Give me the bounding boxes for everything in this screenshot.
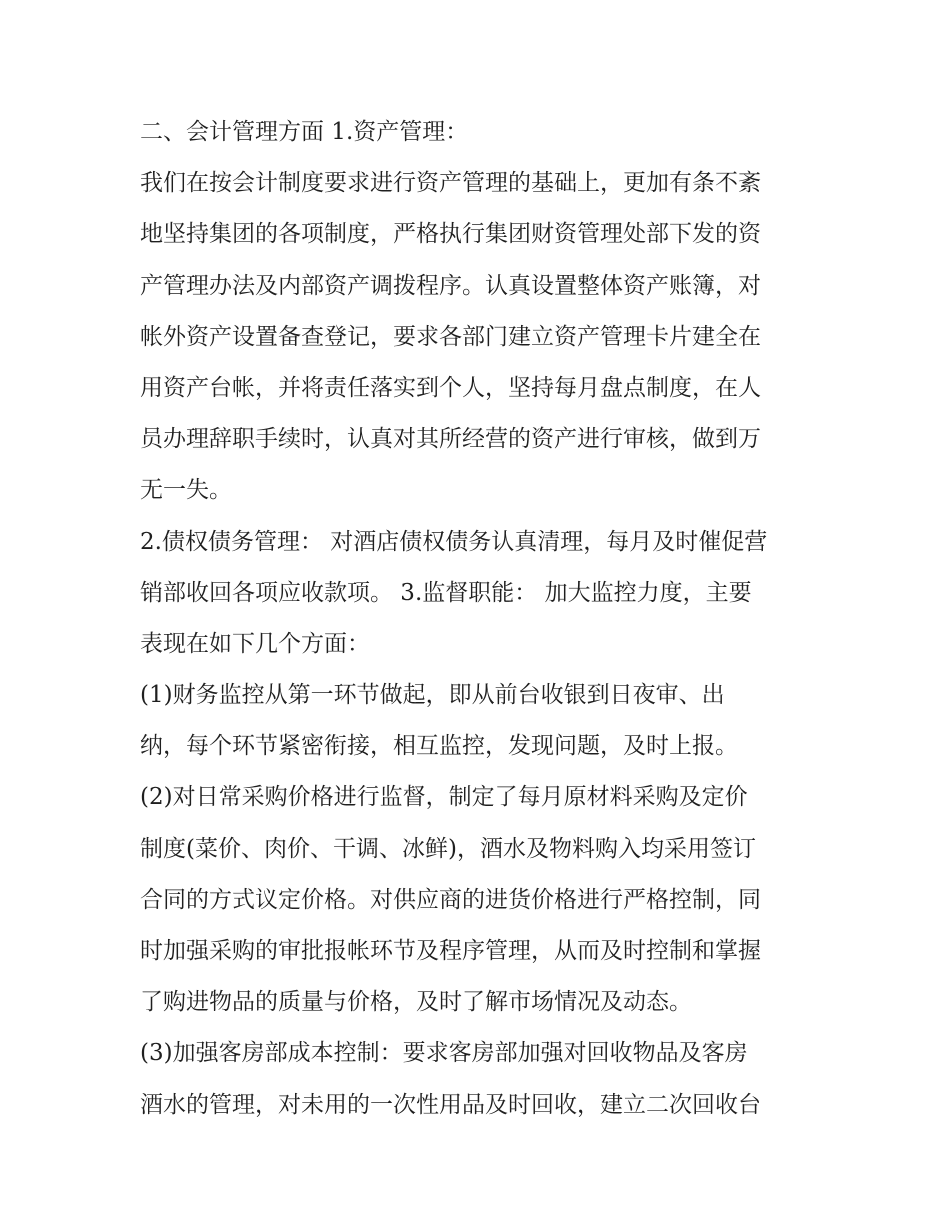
text-line: 制度(菜价、肉价、干调、冰鲜)，酒水及物料购入均采用签订: [140, 835, 756, 862]
text-line: (2)对日常采购价格进行监督，制定了每月原材料采购及定价: [140, 784, 748, 811]
text-line: 纳，每个环节紧密衔接，相互监控，发现问题，及时上报。: [140, 733, 738, 760]
text-line: 了购进物品的质量与价格，及时了解市场情况及动态。: [140, 989, 692, 1016]
text-line: 员办理辞职手续时，认真对其所经营的资产进行审核，做到万: [140, 426, 761, 453]
text-line: 2.债权债务管理： 对酒店债权债务认真清理，每月及时催促营: [140, 528, 768, 555]
text-line: 表现在如下几个方面：: [140, 630, 370, 657]
text-line: 用资产台帐，并将责任落实到个人，坚持每月盘点制度，在人: [140, 374, 761, 401]
text-line: 无一失。: [140, 477, 232, 504]
text-line: (3)加强客房部成本控制：要求客房部加强对回收物品及客房: [140, 1040, 748, 1067]
text-line: 酒水的管理，对未用的一次性用品及时回收，建立二次回收台: [140, 1091, 761, 1118]
document-body: [140, 107, 830, 1131]
text-line: 二、会计管理方面 1.资产管理：: [140, 119, 469, 145]
text-line: 帐外资产设置备查登记，要求各部门建立资产管理卡片建全在: [140, 323, 761, 350]
text-line: 地坚持集团的各项制度，严格执行集团财资管理处部下发的资: [140, 221, 761, 248]
text-line: 我们在按会计制度要求进行资产管理的基础上，更加有条不紊: [140, 170, 761, 197]
text-line: 销部收回各项应收款项。 3.监督职能： 加大监控力度，主要: [140, 579, 752, 606]
text-line: 时加强采购的审批报帐环节及程序管理，从而及时控制和掌握: [140, 938, 761, 964]
text-line: 合同的方式议定价格。对供应商的进货价格进行严格控制，同: [140, 886, 761, 913]
text-line: 产管理办法及内部资产调拨程序。认真设置整体资产账簿，对: [140, 272, 761, 299]
text-line: (1)财务监控从第一环节做起，即从前台收银到日夜审、出: [140, 682, 725, 709]
